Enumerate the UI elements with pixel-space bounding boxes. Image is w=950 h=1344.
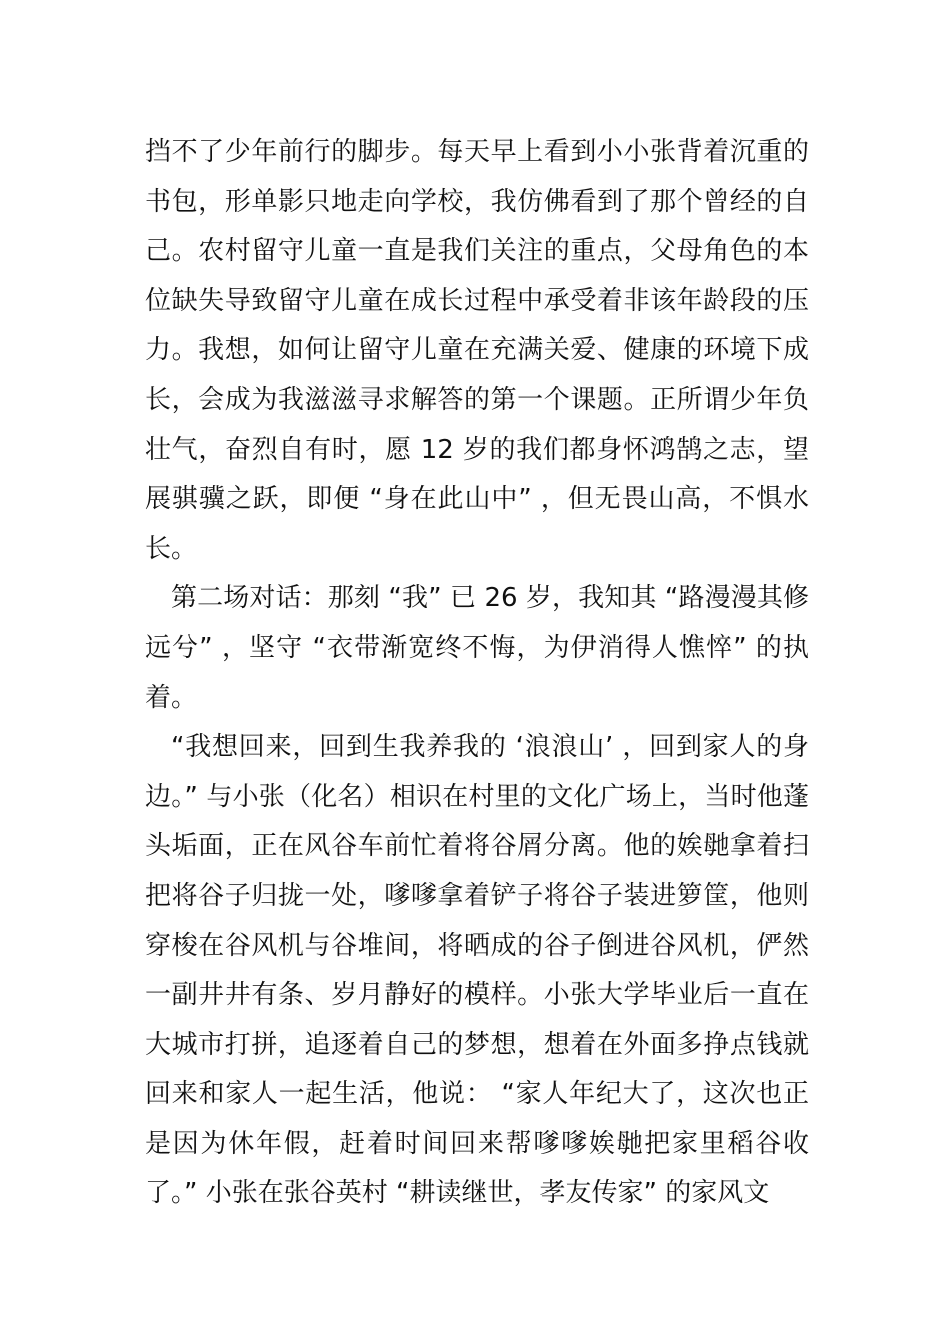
paragraph-second-dialogue: 第二场对话：那刻 “我” 已 26 岁，我知其 “路漫漫其修远兮” ，坚守 “衣带渐宽终不悔，为伊消得人憔悴” 的执着。 bbox=[145, 583, 809, 713]
paragraph-xiao-zhang-return: “我想回来，回到生我养我的 ‘浪浪山’ ，回到家人的身边。” 与小张（化名）相识在村里的文化广场上，当时他蓬头垢面，正在风谷车前忙着将谷屑分离。他的娭毑拿着扫把将谷子归拢一处，嗲嗲拿着铲子将谷子装进箩筐，他则穿梭在谷风机与谷堆间，将晒成的谷子倒进谷风机，俨然一副井井有条、岁月静好的模样。小张大学毕业后一直在大城市打拼，追逐着自己的梦想，想着在外面多挣点钱就回来和家人一起生活，他说： “家人年纪大了，这次也正是因为休年假，赶着时间回来帮嗲嗲娭毑把家里稻谷收了。” 小张在张谷英村 “耕读继世，孝友传家” 的家风文 bbox=[145, 732, 809, 1209]
body-text bbox=[145, 128, 809, 1219]
paragraph-left-behind-children: 挡不了少年前行的脚步。每天早上看到小小张背着沉重的书包，形单影只地走向学校，我仿佛看到了那个曾经的自己。农村留守儿童一直是我们关注的重点，父母角色的本位缺失导致留守儿童在成长过程中承受着非该年龄段的压力。我想，如何让留守儿童在充满关爱、健康的环境下成长，会成为我滋滋寻求解答的第一个课题。正所谓少年负壮气，奋烈自有时，愿 12 岁的我们都身怀鸿鹄之志，望展骐骥之跃，即便 “身在此山中” ，但无畏山高，不惧水长。 bbox=[145, 137, 809, 564]
